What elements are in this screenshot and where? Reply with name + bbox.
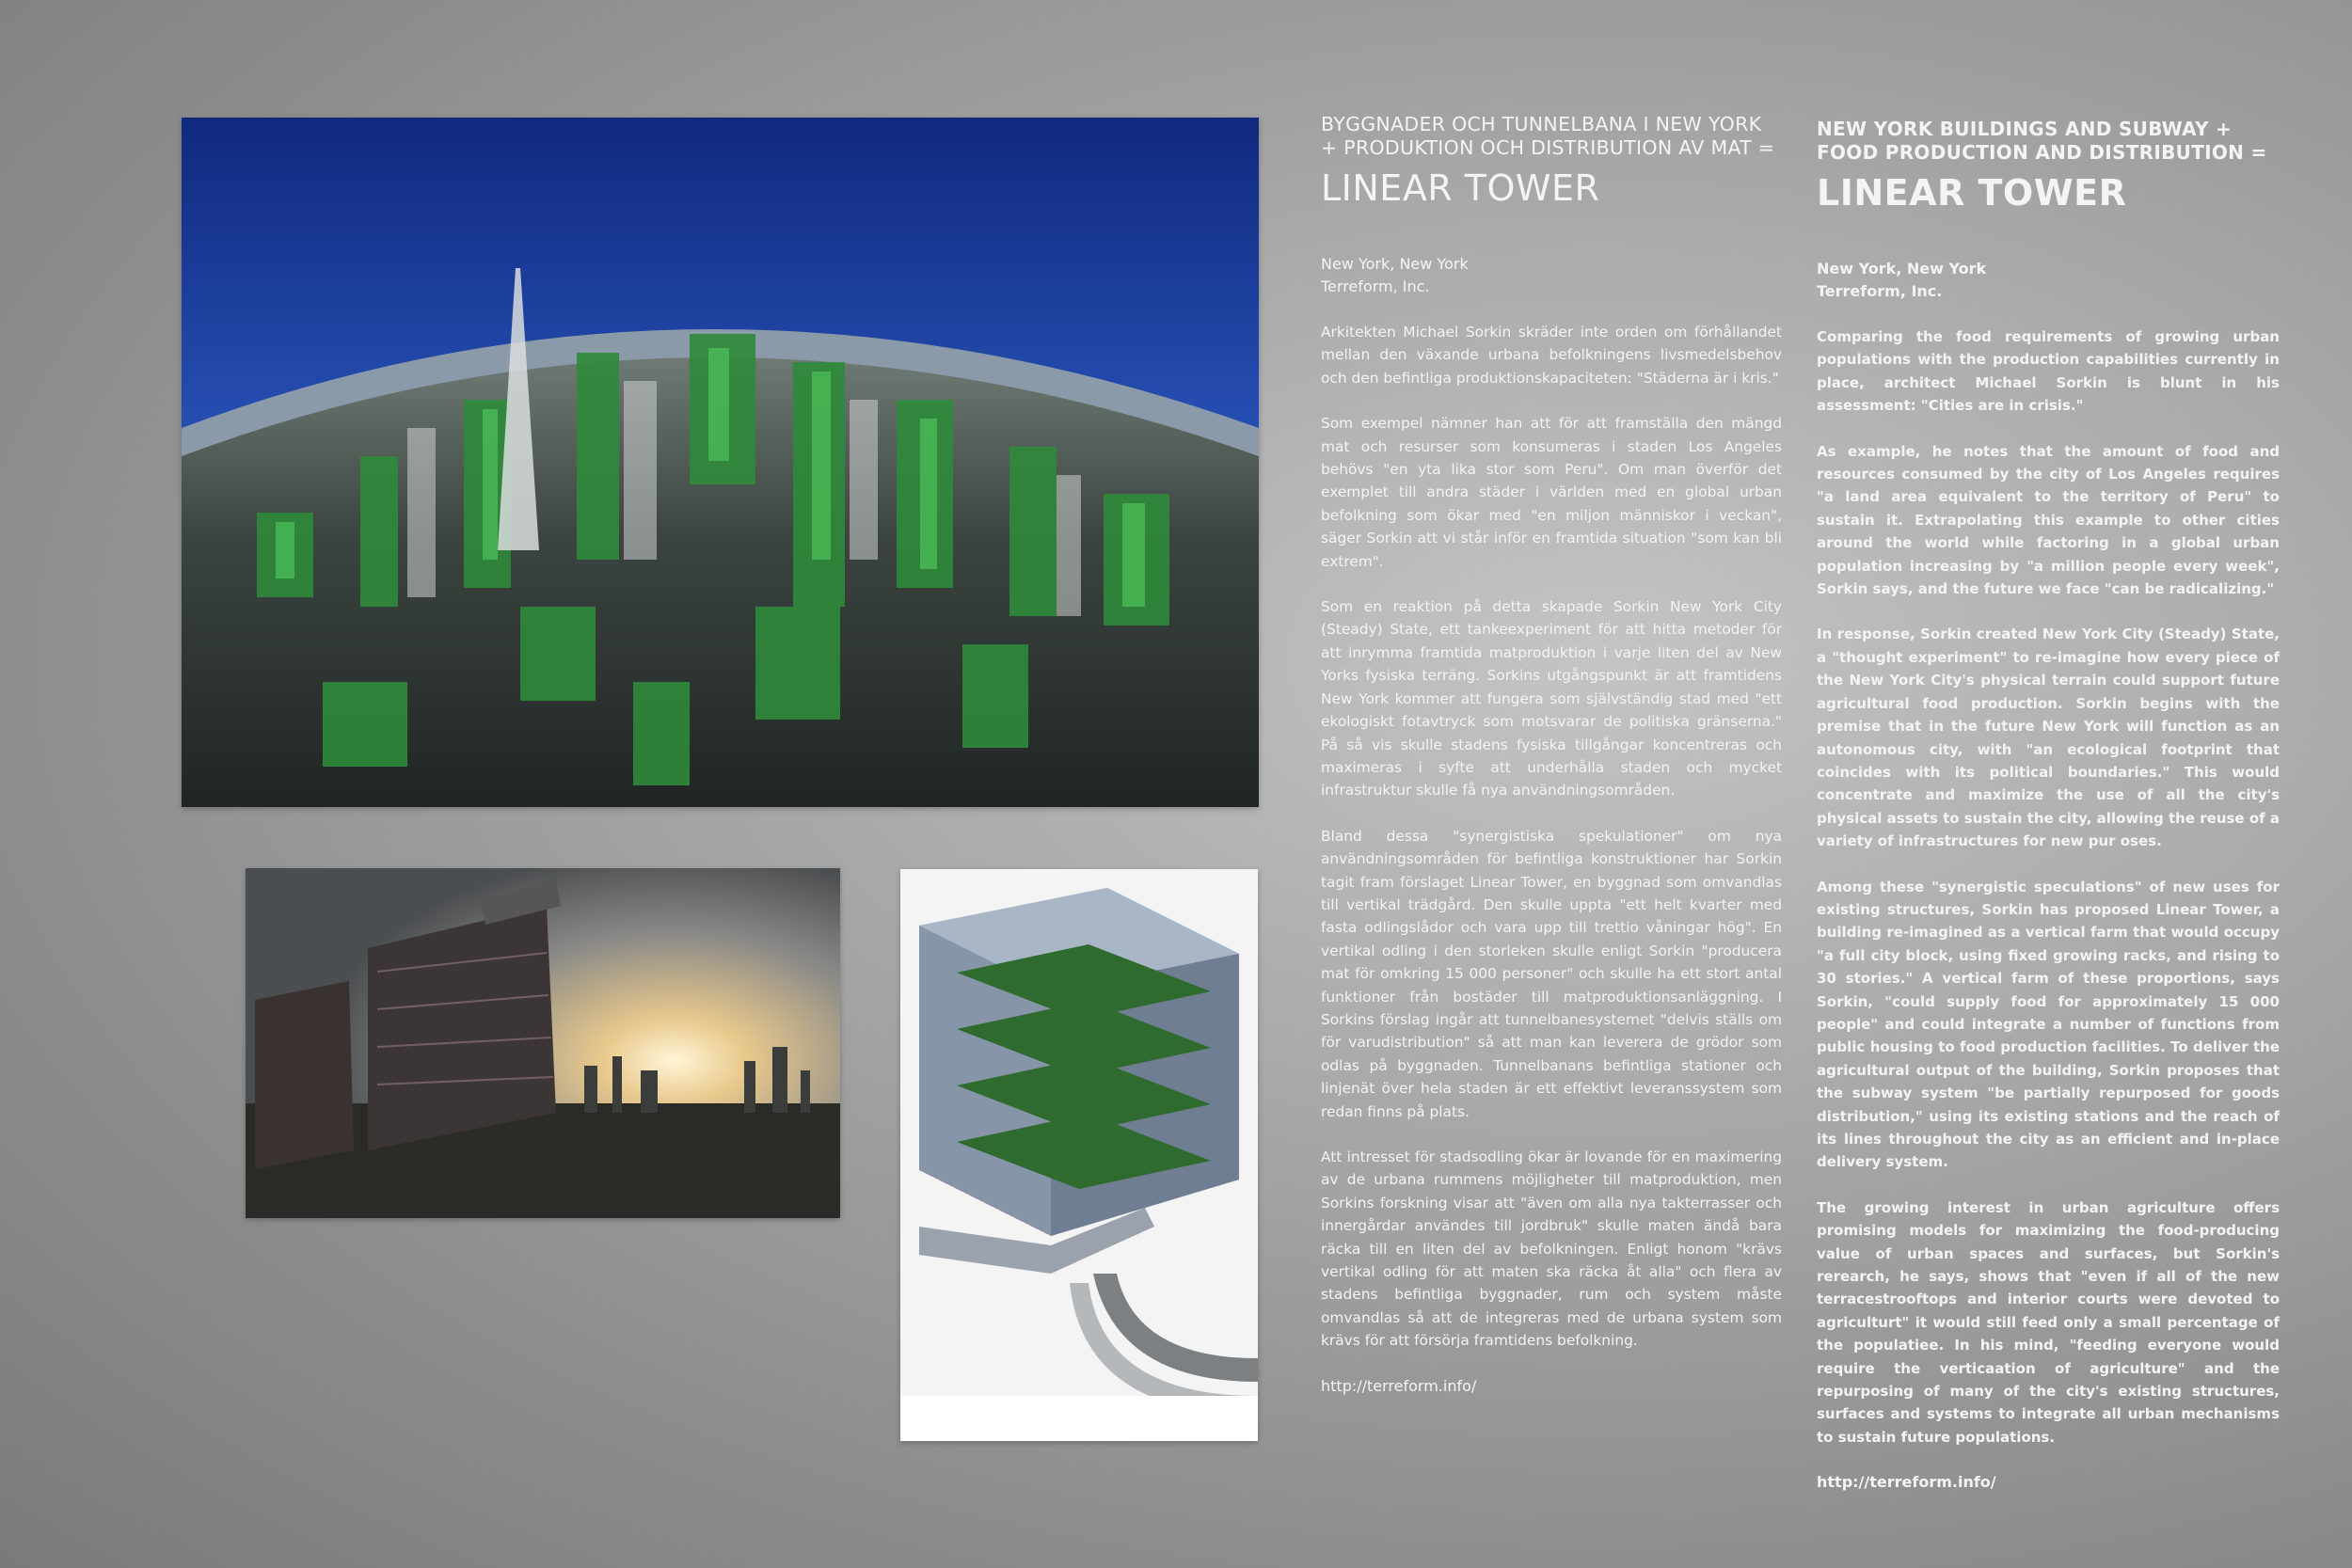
english-firm: Terreform, Inc. <box>1817 282 1943 300</box>
linear-tower-sunset-rendering <box>246 868 840 1218</box>
swedish-website-link: http://terreform.info/ <box>1321 1376 1477 1395</box>
swedish-kicker: BYGGNADER OCH TUNNELBANA I NEW YORK + PRODUKTION OCH DISTRIBUTION AV MAT = <box>1321 113 1775 159</box>
manhattan-aerial-photo <box>182 118 1259 807</box>
english-paragraph: In response, Sorkin created New York City (Steady) State, a "thought experiment" to re-imagine how every piece of the New York City's physical terrain could support future agricultural food production. Sorkin begins with the premise that in the future New York will function as an autonomous city, with "an ecological footprint that coincides with its political boundaries." This would concentrate and maximize the use of all the city's physical assets to sustain the city, allowing the reuse of a variety of infrastructures for new pur oses. <box>1817 626 2280 850</box>
english-text-column <box>1817 118 2280 1494</box>
english-credits <box>1817 258 2280 303</box>
swedish-title: LINEAR TOWER <box>1321 167 1600 209</box>
english-website-link: http://terreform.info/ <box>1817 1473 1996 1492</box>
swedish-firm: Terreform, Inc. <box>1321 277 1430 295</box>
english-paragraph: Among these "synergistic speculations" of new uses for existing structures, Sorkin has proposed Linear Tower, a building re-imagined as a vertical farm that would occupy "a full city block, using fixed growing racks, and rising to 30 stories." A vertical farm of these proportions, says Sorkin, "could supply food for approximately 15 000 people" and could integrate a number of functions from public housing to food production facilities. To deliver the agricultural output of the building, Sorkin proposes that the subway system "be partially repurposed for goods distribution," using its existing stations and the reach of its lines throughout the city as an efficient and in-place delivery system. <box>1817 878 2280 1171</box>
english-paragraph: As example, he notes that the amount of food and resources consumed by the city of Los Angeles requires "a land area equivalent to the territory of Peru" to sustain it. Extrapolating this example to other cities around the world while factoring in a global urban population increasing by "a million people every week", Sorkin says, and the future we face "can be radicalizing." <box>1817 442 2280 598</box>
swedish-paragraph: Arkitekten Michael Sorkin skräder inte orden om förhållandet mellan den växande urbana befolkningens livsmedelsbehov och den befintliga produktionskapaciteten: "Städerna är i kris." <box>1321 324 1782 387</box>
swedish-paragraph: Som exempel nämner han att för att framställa den mängd mat och resurser som konsumeras i staden Los Angeles behövs "en yta lika stor som Peru". Om man överför det exemplet till andra städer i världen med en global urban befolkning som ökar med "en miljon människor i veckan", säger Sorkin att vi står inför en framtida situation "som kan bli extrem". <box>1321 415 1782 570</box>
english-title: LINEAR TOWER <box>1817 172 2127 214</box>
swedish-paragraph: Att intresset för stadsodling ökar är lovande för en maximering av de urbana rummens möjligheter till matproduktion, men Sorkins forskning visar att "även om alla nya takterrasser och innergårdar användes till jordbruk" skulle maten ändå bara räcka till en liten del av befolkningen. Enligt honom "krävs vertikal odling för att maten ska räcka åt alla" och flera av stadens befintliga byggnader, rum och system måste omvandlas så att de integreras med de urbana system som krävs för att försörja framtidens befolkning. <box>1321 1148 1782 1350</box>
swedish-location: New York, New York <box>1321 255 1469 273</box>
swedish-credits <box>1321 253 1782 298</box>
english-paragraph: Comparing the food requirements of growing urban populations with the production capabilities currently in place, architect Michael Sorkin is blunt in his assessment: "Cities are in crisis." <box>1817 328 2280 415</box>
swedish-paragraph: Bland dessa "synergistiska spekulationer" om nya användningsområden för befintliga konstruktioner har Sorkin tagit fram förslaget Linear Tower, en byggnad som omvandlas till vertikal trädgård. Den skulle uppta "ett helt kvarter med fasta odlingslådor och vara upp till trettio våningar hög". En vertikal odling i den storleken skulle enligt Sorkin "producera mat för omkring 15 000 personer" och skulle ha ett stort antal funktioner från bostäder till matproduktionsanläggning. I Sorkins förslag ingår att tunnelbanesystemet "delvis ställs om för varudistribution" så att man kan leverera de grödor som odlas på byggnaden. Tunnelbanans befintliga stationer och linjenät över hela staden är ett effektivt leveranssystem som redan finns på plats. <box>1321 827 1782 1120</box>
english-location: New York, New York <box>1817 260 1987 277</box>
swedish-text-column <box>1321 113 1782 1398</box>
english-paragraph: The growing interest in urban agriculture offers promising models for maximizing the food-producing value of urban spaces and surfaces, but Sorkin's rerearch, he says, shows that "even if all of the new terracestrooftops and interior courts were devoted to agriculturt" it would still feed only a small percentage of the populatiee. In his mind, "feeding everyone would require the verticaation of agriculture" and the repurposing of many of the city's existing structures, surfaces and systems to integrate all urban mechanisms to sustain future populations. <box>1817 1198 2280 1446</box>
swedish-paragraph: Som en reaktion på detta skapade Sorkin New York City (Steady) State, ett tankeexperiment för att hitta metoder för att inrymma framtida matproduktion i varje liten del av New Yorks fysiska terräng. Sorkins utgångspunkt är att framtidens New York kommer att fungera som självständig stad med "ett ekologiskt fotavtryck som motsvarar de politiska gränserna." På så vis skulle stadens fysiska tillgångar koncentreras och maximeras i syfte att underhålla staden och mycket infrastruktur skulle få nya användningsområden. <box>1321 598 1782 800</box>
english-kicker: NEW YORK BUILDINGS AND SUBWAY + FOOD PRODUCTION AND DISTRIBUTION = <box>1817 118 2267 164</box>
linear-tower-axonometric-rendering <box>900 869 1258 1441</box>
